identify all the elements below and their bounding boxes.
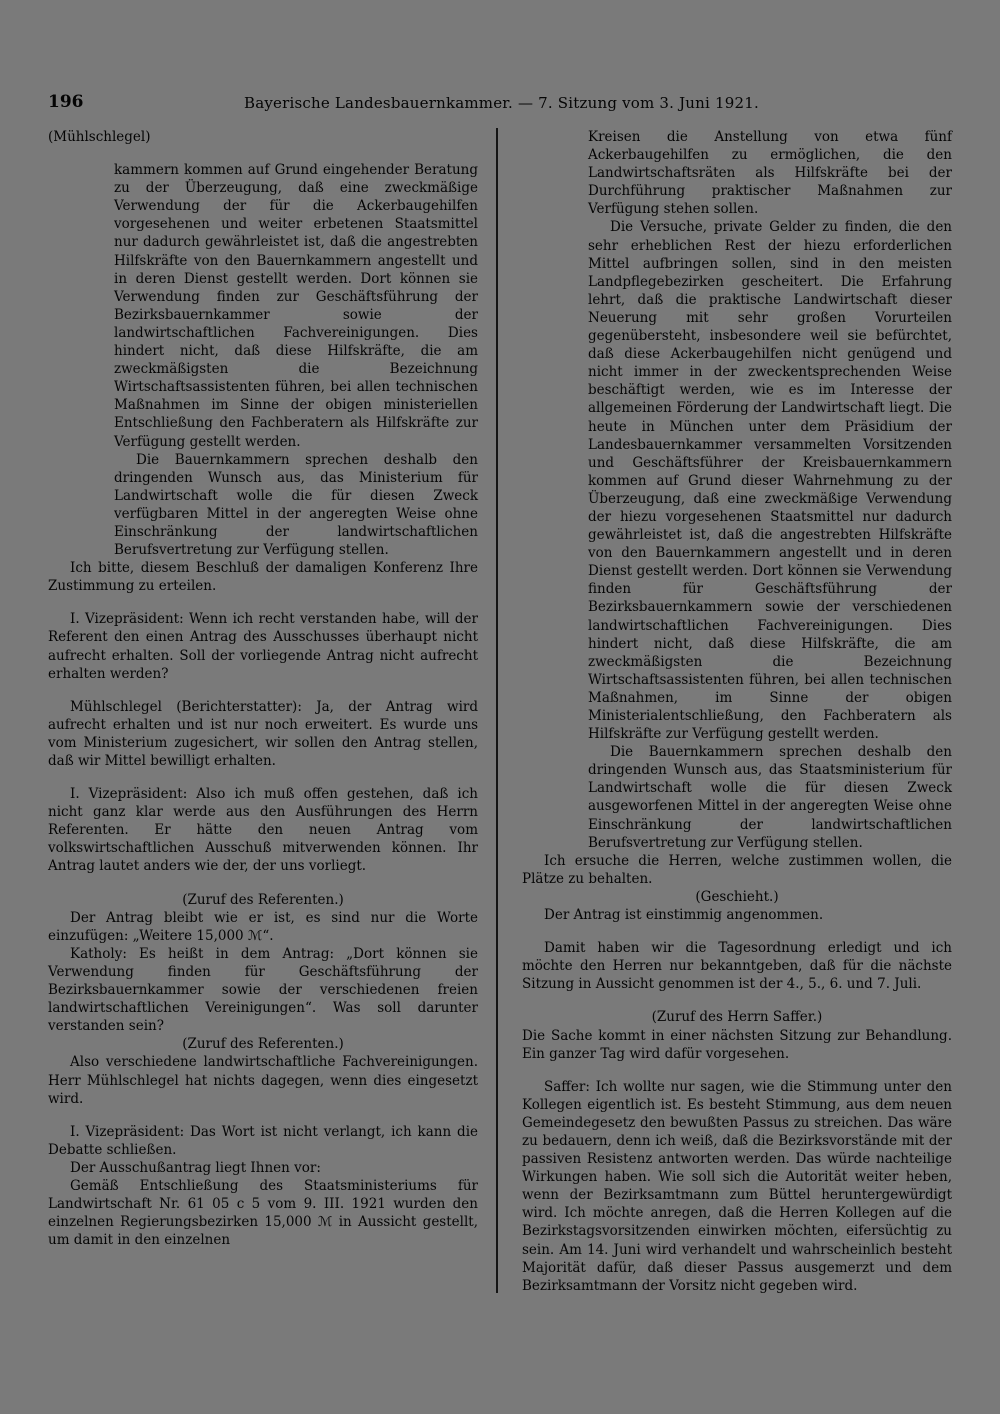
paragraph: Gemäß Entschließung des Staatsministeriums für Landwirtschaft Nr. 61 05 c 5 vom 9. III. 1921 wurden den einzelnen Regierungsbezirken 15,000 ℳ in Aussicht gestellt, um damit in den einzelnen <box>48 1177 478 1249</box>
paragraph: Also verschiedene landwirtschaftliche Fachvereinigungen. Herr Mühlschlegel hat nichts dagegen, wenn dies eingesetzt wird. <box>48 1054 478 1107</box>
paragraph: (Geschieht.) <box>695 888 779 905</box>
paragraph: Katholy: Es heißt in dem Antrag: „Dort können sie Verwendung finden für Geschäftsführung der Bezirksbauernkammer sowie der verschiedenen freien landwirtschaftlichen Vereinigungen“. Was soll darunter verstanden sein? <box>48 945 478 1035</box>
paragraph: Ich ersuche die Herren, welche zustimmen wollen, die Plätze zu behalten. <box>522 852 952 887</box>
paragraph: Die Sache kommt in einer nächsten Sitzung zur Behandlung. Ein ganzer Tag wird dafür vorgesehen. <box>522 1027 952 1062</box>
page-number: 196 <box>48 92 84 112</box>
running-title: Bayerische Landesbauernkammer. — 7. Sitzung vom 3. Juni 1921. <box>244 94 759 112</box>
paragraph: (Zuruf des Referenten.) <box>182 891 344 908</box>
paragraph: kammern kommen auf Grund eingehender Beratung zu der Überzeugung, daß eine zweckmäßige Verwendung der für die Ackerbaugehilfen vorgesehenen und weiter erbetenen Staatsmittel nur dadurch gewährleistet ist, daß die angestrebten Hilfskräfte von den Bauernkammern angestellt und in deren Dienst gestellt werden. Dort können sie Verwendung finden zur Geschäftsführung der Bezirksbauernkammer sowie der landwirtschaftlichen Fachvereinigungen. Dies hindert nicht, daß diese Hilfskräfte, die am zweckmäßigsten die Bezeichnung Wirtschaftsassistenten führen, bei allen technischen Maßnahmen im Sinne der obigen ministeriellen Entschließung den Fachberatern als Hilfskräfte zur Verfügung gestellt werden. <box>114 162 478 450</box>
paragraph: I. Vizepräsident: Wenn ich recht verstanden habe, will der Referent den einen Antrag des Ausschusses überhaupt nicht aufrecht erhalten. Soll der vorliegende Antrag nicht aufrecht erhalten werden? <box>48 611 478 682</box>
right-column <box>522 128 952 1295</box>
paragraph: (Mühlschlegel) <box>48 129 151 145</box>
paragraph: I. Vizepräsident: Das Wort ist nicht verlangt, ich kann die Debatte schließen. <box>48 1123 478 1158</box>
paragraph: Kreisen die Anstellung von etwa fünf Ackerbaugehilfen zu ermöglichen, die den Landwirtschaftsräten als Hilfskräfte bei der Durchführung praktischer Maßnahmen zur Verfügung stehen sollen. <box>588 129 952 218</box>
left-column <box>48 128 478 1249</box>
paragraph: Die Bauernkammern sprechen deshalb den dringenden Wunsch aus, das Ministerium für Landwirtschaft wolle die für diesen Zweck verfügbaren Mittel in der angeregten Weise ohne Einschränkung der landwirtschaftlichen Berufsvertretung zur Verfügung stellen. <box>114 451 478 559</box>
page-header <box>48 92 763 114</box>
paragraph: Ich bitte, diesem Beschluß der damaligen Konferenz Ihre Zustimmung zu erteilen. <box>48 560 478 595</box>
paragraph: Die Versuche, private Gelder zu finden, die den sehr erheblichen Rest der hiezu erforderlichen Mittel aufbringen sollen, sind in den meisten Landpflegebezirken gescheitert. Die Erfahrung lehrt, daß die praktische Landwirtschaft dieser Neuerung mit sehr großen Vorurteilen gegenübersteht, insbesondere weil sie befürchtet, daß diese Ackerbaugehilfen nicht genügend und nicht immer in der zweckentsprechenden Weise beschäftigt werden, wie es im Interesse der allgemeinen Förderung der Landwirtschaft liegt. Die heute in München unter dem Präsidium der Landesbauernkammer versammelten Vorsitzenden und Geschäftsführer der Kreisbauernkammern kommen auf Grund dieser Wahrnehmung zu der Überzeugung, daß eine zweckmäßige Verwendung der hiezu vorgesehenen Staatsmittel nur dadurch gewährleistet ist, daß die angestrebten Hilfskräfte von den Bauernkammern angestellt und in deren Dienst gestellt werden. Dort können sie Verwendung finden für Geschäftsführung der Bezirksbauernkammern sowie der verschiedenen landwirtschaftlichen Fachvereinigungen. Dies hindert nicht, daß diese Hilfskräfte, die am zweckmäßigsten die Bezeichnung Wirtschaftsassistenten führen, bei allen technischen Maßnahmen, im Sinne der obigen Ministerialentschließung, den Fachberatern als Hilfskräfte zur Verfügung gestellt werden. <box>588 219 952 743</box>
paragraph: (Zuruf des Herrn Saffer.) <box>651 1009 823 1026</box>
paragraph: Der Antrag ist einstimmig angenommen. <box>544 907 824 924</box>
paragraph: I. Vizepräsident: Also ich muß offen gestehen, daß ich nicht ganz klar werde aus den Ausführungen des Herrn Referenten. Er hätte den neuen Antrag vom volkswirtschaftlichen Ausschuß mitverwenden können. Ihr Antrag lautet anders wie der, der uns vorliegt. <box>48 786 478 875</box>
column-divider <box>496 128 498 1293</box>
paragraph: Saffer: Ich wollte nur sagen, wie die Stimmung unter den Kollegen eigentlich ist. Es besteht Stimmung, aus dem neuen Gemeindegesetz den bewußten Passus zu streichen. Das wäre zu bedauern, denn ich weiß, daß die Bezirksvorstände mit der passiven Resistenz antworten werden. Das würde nachteilige Wirkungen haben. Wie soll sich die Autorität weiter heben, wenn der Bezirksamtmann zum Büttel heruntergewürdigt wird. Ich möchte anregen, daß die Herren Kollegen auf die Bezirkstagsvorsitzenden einwirken möchten, eifersüchtig zu sein. Am 14. Juni wird verhandelt und wahrscheinlich besteht Majorität dafür, daß dieser Passus ausgemerzt und dem Bezirksamtmann der Vorsitz nicht gegeben wird. <box>522 1078 952 1294</box>
paragraph: Die Bauernkammern sprechen deshalb den dringenden Wunsch aus, das Staatsministerium für Landwirtschaft wolle die für diesen Zweck ausgeworfenen Mittel in der angeregten Weise ohne Einschränkung der landwirtschaftlichen Berufsvertretung zur Verfügung stellen. <box>588 744 952 851</box>
paragraph: Der Ausschußantrag liegt Ihnen vor: <box>70 1159 321 1176</box>
paragraph: Damit haben wir die Tagesordnung erledigt und ich möchte den Herren nur bekanntgeben, daß für die nächste Sitzung in Aussicht genommen ist der 4., 5., 6. und 7. Juli. <box>522 940 952 993</box>
paragraph: (Zuruf des Referenten.) <box>182 1036 344 1053</box>
paragraph: Der Antrag bleibt wie er ist, es sind nur die Worte einzufügen: „Weitere 15,000 ℳ“. <box>48 909 478 944</box>
paragraph: Mühlschlegel (Berichterstatter): Ja, der Antrag wird aufrecht erhalten und ist nur noch erweitert. Es wurde uns vom Ministerium zugesichert, wir sollen den Antrag stellen, daß wir Mittel bewilligt erhalten. <box>48 698 478 769</box>
